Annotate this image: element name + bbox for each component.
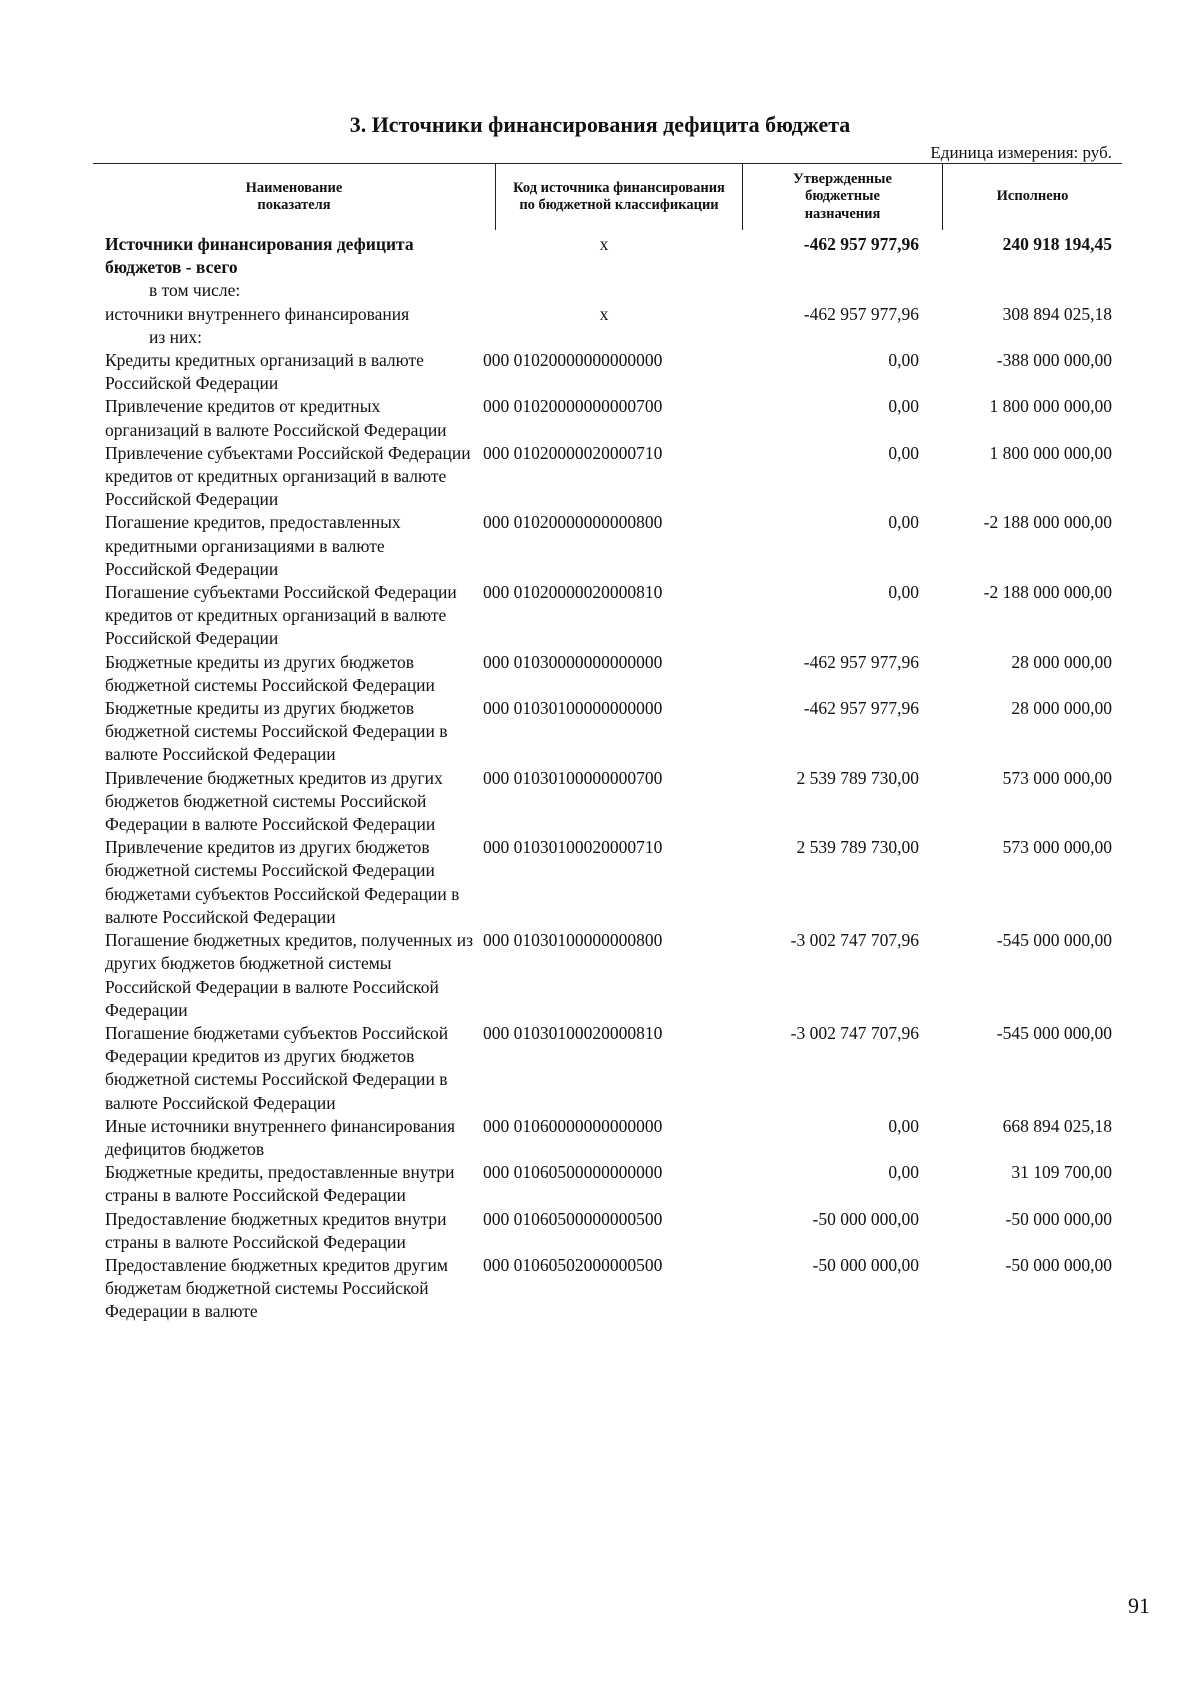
row-approved: 2 539 789 730,00: [796, 837, 919, 858]
row-code: 000 01020000020000710: [483, 442, 663, 463]
table-row: [105, 326, 1122, 349]
row-name: в том числе:: [149, 280, 241, 301]
row-name: Предоставление бюджетных кредитов внутри страны в валюте Российской Федерации: [105, 1208, 447, 1252]
row-code: 000 01030100020000810: [483, 1022, 663, 1043]
table-row: [105, 651, 1122, 697]
row-executed: -545 000 000,00: [996, 930, 1112, 951]
row-executed: -2 188 000 000,00: [983, 512, 1112, 533]
row-approved: -462 957 977,96: [803, 303, 919, 324]
table-row: [105, 1022, 1122, 1115]
row-name: из них:: [149, 326, 202, 347]
row-executed: 308 894 025,18: [1002, 303, 1112, 324]
row-code: 000 01060502000000500: [483, 1254, 663, 1275]
row-executed: -545 000 000,00: [996, 1022, 1112, 1043]
row-code: [475, 326, 725, 349]
row-code: 000 01030100000000700: [483, 767, 663, 788]
row-executed: 668 894 025,18: [1002, 1115, 1112, 1136]
row-approved: -462 957 977,96: [803, 651, 919, 672]
row-name: Погашение кредитов, предоставленных кредитными организациями в валюте Российской Федерации: [105, 512, 401, 579]
row-name: Погашение субъектами Российской Федерации кредитов от кредитных организаций в валюте Российской Федерации: [105, 582, 457, 649]
row-code: 000 01030000000000000: [483, 651, 663, 672]
row-approved: 0,00: [888, 442, 919, 463]
row-code: x: [599, 234, 609, 254]
row-name: Погашение бюджетных кредитов, полученных из других бюджетов бюджетной системы Российской Федерации в валюте Российской Федерации: [105, 930, 474, 1020]
row-name: Источники финансирования дефицита бюджетов - всего: [105, 234, 414, 278]
table-row: [105, 767, 1122, 837]
row-code: 000 01020000000000700: [483, 396, 663, 417]
row-name: Привлечение кредитов от кредитных организаций в валюте Российской Федерации: [105, 396, 447, 440]
header-code: Код источника финансирования по бюджетной классификации: [495, 164, 743, 230]
table-row: [105, 279, 1122, 302]
table-body: [105, 233, 1122, 1324]
row-executed: -50 000 000,00: [1005, 1208, 1112, 1229]
row-name: Привлечение кредитов из других бюджетов бюджетной системы Российской Федерации бюджетами субъектов Российской Федерации в валюте Российской Федерации: [105, 837, 460, 927]
row-approved: -462 957 977,96: [803, 698, 919, 719]
table-row: [105, 349, 1122, 395]
row-name: Привлечение субъектами Российской Федерации кредитов от кредитных организаций в валюте Российской Федерации: [105, 442, 471, 510]
row-name: Бюджетные кредиты, предоставленные внутри страны в валюте Российской Федерации: [105, 1162, 455, 1206]
row-executed: 240 918 194,45: [1002, 234, 1112, 254]
row-approved: -50 000 000,00: [812, 1254, 919, 1275]
row-approved: -3 002 747 707,96: [790, 1022, 919, 1043]
page-title: 3. Источники финансирования дефицита бюджета: [349, 112, 851, 137]
table-row: [105, 511, 1122, 581]
row-code: 000 01020000020000810: [483, 582, 663, 603]
table-header: [93, 163, 1122, 230]
row-executed: -2 188 000 000,00: [983, 582, 1112, 603]
header-approved: Утвержденные бюджетные назначения: [743, 164, 943, 230]
row-code: [475, 279, 725, 302]
row-name: Погашение бюджетами субъектов Российской Федерации кредитов из других бюджетов бюджетной системы Российской Федерации в валюте Российской Федерации: [105, 1022, 449, 1113]
table-row: [105, 1161, 1122, 1207]
row-executed: 28 000 000,00: [1011, 651, 1112, 672]
row-code: 000 01020000000000800: [483, 512, 663, 533]
row-approved: 0,00: [888, 582, 919, 603]
row-executed: -388 000 000,00: [996, 350, 1112, 371]
row-approved: -462 957 977,96: [803, 234, 919, 254]
table-row: [105, 1208, 1122, 1254]
row-executed: -50 000 000,00: [1005, 1254, 1112, 1275]
row-approved: 0,00: [888, 396, 919, 417]
row-approved: -50 000 000,00: [812, 1208, 919, 1229]
row-name: Бюджетные кредиты из других бюджетов бюджетной системы Российской Федерации в валюте Российской Федерации: [105, 698, 448, 765]
table-row: [105, 929, 1122, 1022]
row-code: 000 01060500000000500: [483, 1208, 663, 1229]
row-approved: 0,00: [888, 1162, 919, 1183]
row-name: Иные источники внутреннего финансирования дефицитов бюджетов: [105, 1115, 456, 1159]
row-name: Кредиты кредитных организаций в валюте Российской Федерации: [105, 350, 424, 394]
table-row: [105, 395, 1122, 441]
row-executed: 1 800 000 000,00: [989, 396, 1112, 417]
row-executed: [919, 279, 1112, 302]
row-approved: [725, 279, 919, 302]
row-approved: 0,00: [888, 512, 919, 533]
header-executed: Исполнено: [996, 188, 1069, 205]
row-approved: 2 539 789 730,00: [796, 767, 919, 788]
row-name: Предоставление бюджетных кредитов другим бюджетам бюджетной системы Российской Федерации в валюте: [105, 1254, 448, 1322]
row-executed: 1 800 000 000,00: [989, 442, 1112, 463]
row-approved: -3 002 747 707,96: [790, 930, 919, 951]
row-code: 000 01030100000000000: [483, 698, 663, 719]
table-row: [105, 303, 1122, 326]
row-name: Бюджетные кредиты из других бюджетов бюджетной системы Российской Федерации: [105, 651, 435, 695]
table-row: [105, 233, 1122, 279]
row-executed: 573 000 000,00: [1002, 837, 1112, 858]
table-row: [105, 836, 1122, 929]
row-code: x: [599, 303, 609, 324]
row-approved: 0,00: [888, 350, 919, 371]
table-row: [105, 581, 1122, 651]
table-row: [105, 1254, 1122, 1324]
table-row: [105, 442, 1122, 512]
row-name: источники внутреннего финансирования: [105, 303, 410, 324]
row-executed: 31 109 700,00: [1011, 1162, 1112, 1183]
page-number: 91: [1128, 1593, 1150, 1618]
row-approved: [725, 326, 919, 349]
header-name: Наименование показателя: [245, 179, 343, 213]
row-name: Привлечение бюджетных кредитов из других бюджетов бюджетной системы Российской Федерации в валюте Российской Федерации: [105, 767, 443, 835]
unit-of-measure: Единица измерения: руб.: [930, 143, 1112, 162]
row-executed: 573 000 000,00: [1002, 767, 1112, 788]
row-code: 000 01020000000000000: [483, 350, 663, 371]
row-executed: 28 000 000,00: [1011, 698, 1112, 719]
table-row: [105, 697, 1122, 767]
row-code: 000 01030100000000800: [483, 930, 663, 951]
table-row: [105, 1115, 1122, 1161]
row-code: 000 01030100020000710: [483, 837, 663, 858]
row-code: 000 01060000000000000: [483, 1115, 663, 1136]
row-executed: [919, 326, 1112, 349]
row-approved: 0,00: [888, 1115, 919, 1136]
row-code: 000 01060500000000000: [483, 1162, 663, 1183]
